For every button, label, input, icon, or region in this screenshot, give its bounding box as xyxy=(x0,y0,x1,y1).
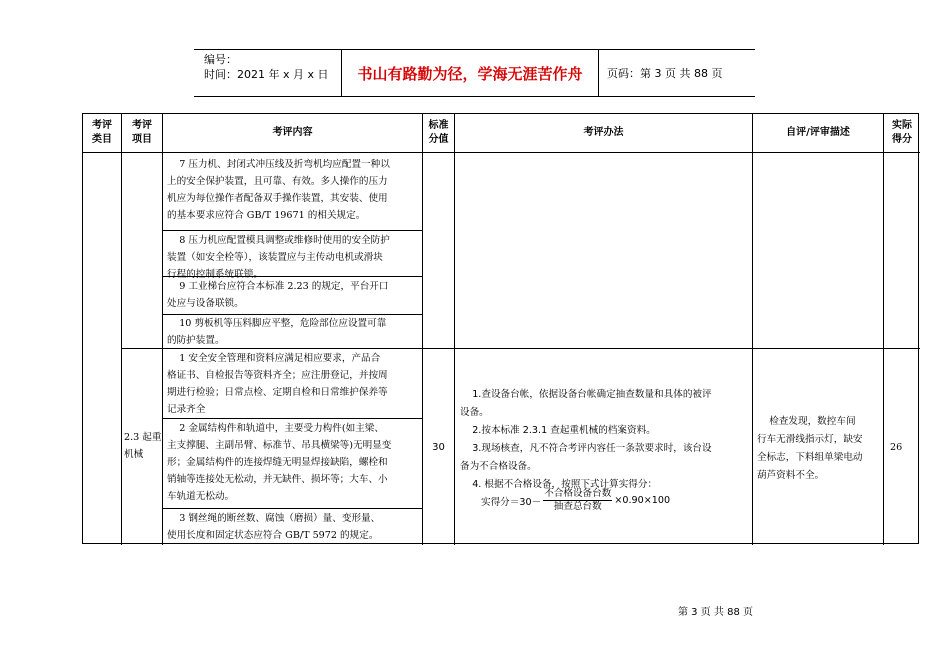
time-label: 时间：2021 年 x 月 x 日 xyxy=(204,68,329,81)
header-row-divider xyxy=(83,152,920,153)
page-label: 页码：第 3 页 共 88 页 xyxy=(607,67,723,80)
col-divider xyxy=(752,114,753,545)
motto: 书山有路勤为径，学海无涯苦作舟 xyxy=(341,50,599,96)
col-header-review: 自评/评审描述 xyxy=(786,127,850,138)
header-meta xyxy=(194,50,341,96)
evaluation-table xyxy=(82,113,919,544)
col-header-method: 考评办法 xyxy=(583,127,624,138)
review-description: 检查发现，数控车间 行车无滑线指示灯，缺安 全标志，下料组单梁电动 葫芦资料不全。 xyxy=(757,416,863,481)
col-header-item: 考评 项目 xyxy=(132,120,152,145)
document-header xyxy=(194,49,755,97)
formula-fraction xyxy=(543,488,612,513)
content-item-9: 9 工业梯台应符合本标准 2.23 的规定，平台开口 处应与设备联锁。 xyxy=(167,281,389,309)
row-divider xyxy=(162,230,422,231)
content-item-crane-3: 3 钢丝绳的断丝数、腐蚀（磨损）量、变形量、 使用长度和固定状态应符合 GB/T 5972 的规定。 xyxy=(167,513,381,541)
page-footer: 第 3 页 共 88 页 xyxy=(678,607,753,618)
content-item-crane-1: 1 安全安全管理和资料应满足相应要求，产品合 格证书、自检报告等资料齐全；应注册登记，并按周 期进行检验；日常点检、定期自检和日常维护保养等 记录齐全 xyxy=(167,353,388,415)
formula-denominator: 抽查总台数 xyxy=(553,501,602,512)
formula-numerator: 不合格设备台数 xyxy=(544,488,612,499)
code-label: 编号： xyxy=(204,53,237,66)
col-divider xyxy=(883,114,884,545)
col-divider xyxy=(454,114,455,545)
col-header-content: 考评内容 xyxy=(272,127,313,138)
content-item-8: 8 压力机应配置模具调整或维修时使用的安全防护 装置（如安全栓等），该装置应与主传动电机或滑块 行程的控制系统联锁。 xyxy=(167,235,390,280)
score-formula xyxy=(481,488,670,513)
formula-suffix: ×0.90×100 xyxy=(614,495,671,506)
col-divider xyxy=(162,114,163,545)
standard-score: 30 xyxy=(432,441,445,453)
actual-score: 26 xyxy=(890,442,903,453)
col-header-score: 标准 分值 xyxy=(428,120,449,145)
evaluation-method: 1.查设备台帐，依据设备台帐确定抽查数量和具体的被评 设备。 2.按本标准 2.3.1 查起重机械的档案资料。 3.现场核查，凡不符合考评内容任一条款要求时，该台设 备为不合格设备。 4. 根据不合格设备，按照下式计算实得分： xyxy=(460,389,712,490)
content-item-10: 10 剪板机等压料脚应平整，危险部位应设置可靠 的防护装置。 xyxy=(167,318,387,346)
item-name-cranes: 2.3 起重 机械 xyxy=(124,432,162,460)
col-header-actual: 实际 得分 xyxy=(892,120,912,145)
col-header-category: 考评 类目 xyxy=(92,120,112,145)
formula-prefix: 实得分＝30－ xyxy=(481,496,542,508)
row-divider xyxy=(162,418,422,419)
col-divider xyxy=(121,114,122,545)
row-divider xyxy=(162,508,422,509)
content-item-crane-2: 2 金属结构件和轨道中，主要受力构件(如主梁、 主支撑腿、主副吊臂、标准节、吊具横梁等)无明显变 形；金属结构件的连接焊缝无明显焊接缺陷，螺栓和 销轴等连接处无松动，并无缺件、损坏等；大车、小 车轨道无松动。 xyxy=(167,423,392,502)
content-item-7: 7 压力机、封闭式冲压线及折弯机均应配置一种以 上的安全保护装置，且可靠、有效。多人操作的压力 机应为每位操作者配备双手操作装置，其安装、使用 的基本要求应符合 GB/T 19671 的相关规定。 xyxy=(167,159,390,221)
